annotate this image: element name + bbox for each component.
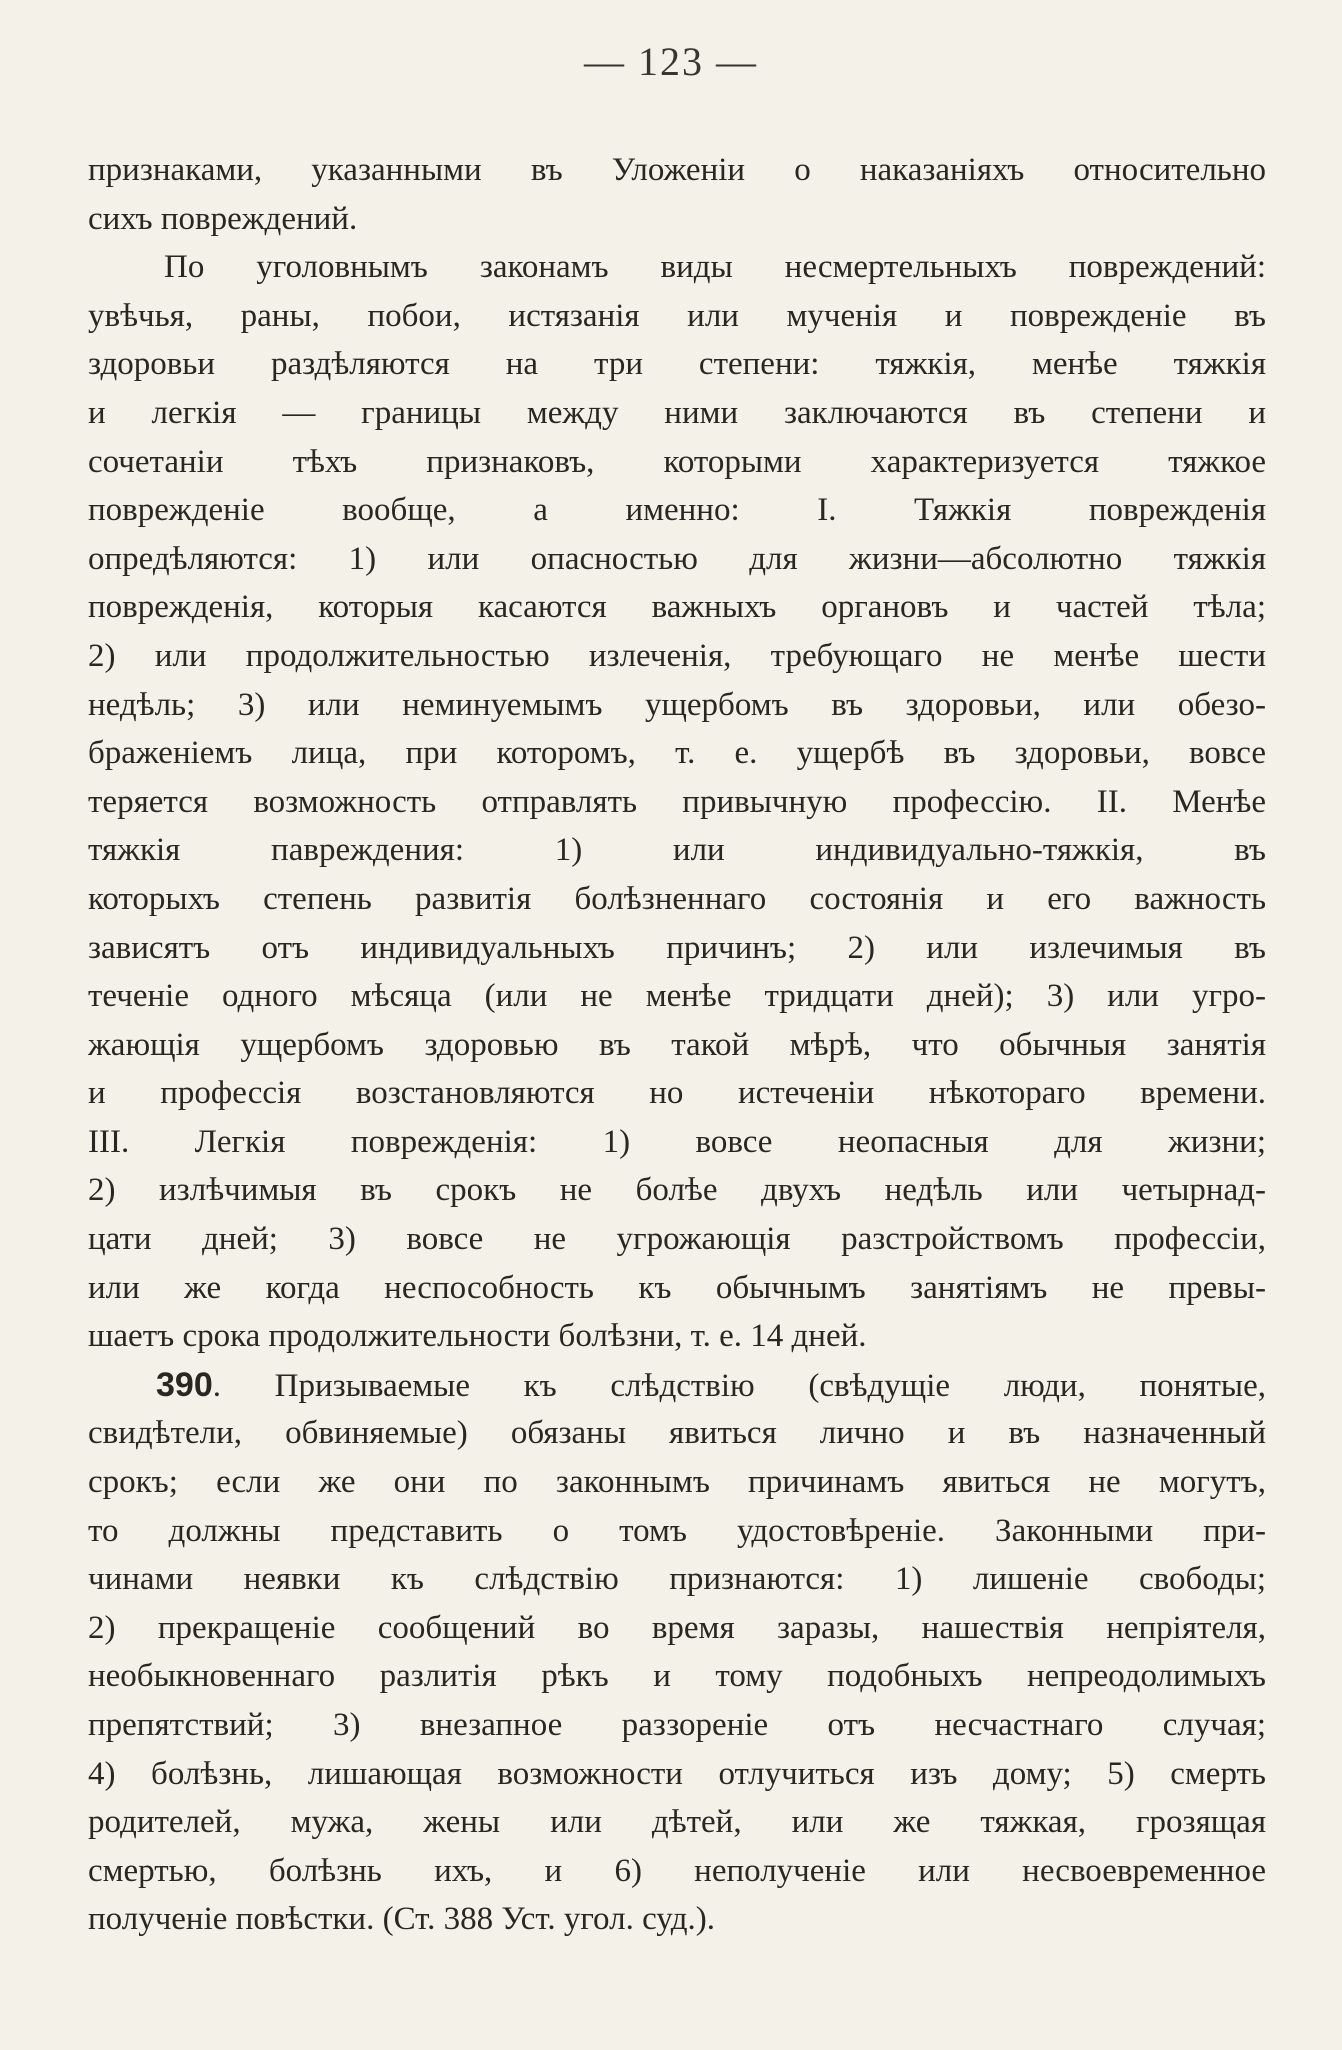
section-number: 390: [156, 1365, 213, 1404]
text-line: зависятъ отъ индивидуальныхъ причинъ; 2) или излечимыя въ: [88, 929, 1266, 966]
text-line: и профессiя возстановляются но истеченiи нѣкотораго времени.: [88, 1075, 1266, 1112]
text-line: теряется возможность отправлять привычную профессiю. II. Менѣе: [88, 783, 1266, 820]
text-line: сихъ повреждений.: [88, 200, 358, 237]
text-line: родителей, мужа, жены или дѣтей, или же тяжкая, грозящая: [88, 1804, 1266, 1841]
text-line: то должны представить о томъ удостовѣренiе. Законными при-: [88, 1512, 1266, 1549]
page-body-text: [88, 146, 1266, 1944]
text-line: опредѣляются: 1) или опасностью для жизни—абсолютно тяжкiя: [88, 540, 1266, 577]
text-line: браженiемъ лица, при которомъ, т. е. ущербѣ въ здоровьи, вовсе: [88, 735, 1266, 772]
text-line: здоровьи раздѣляются на три степени: тяжкiя, менѣе тяжкiя: [88, 346, 1266, 383]
text-line: тяжкiя павреждения: 1) или индивидуально-тяжкiя, въ: [88, 832, 1266, 869]
text-line: III. Легкiя поврежденiя: 1) вовсе неопасныя для жизни;: [88, 1123, 1266, 1160]
text-line: и легкiя — границы между ними заключаются въ степени и: [88, 394, 1266, 431]
text-line: признаками, указанными въ Уложенiи о наказанiяхъ относительно: [88, 152, 1266, 188]
text-line: препятствий; 3) внезапное раззоренiе отъ несчастнаго случая;: [88, 1707, 1266, 1743]
text-line: которыхъ степень развитiя болѣзненнаго состоянiя и его важность: [88, 880, 1266, 917]
text-line: поврежденiя, которыя касаются важныхъ органовъ и частей тѣла;: [88, 589, 1266, 626]
text-line: 2) или продолжительностью излеченiя, требующаго не менѣе шести: [88, 637, 1266, 674]
text-line: смертью, болѣзнь ихъ, и 6) неполученiе или несвоевременное: [88, 1852, 1266, 1889]
text-line: сочетанiи тѣхъ признаковъ, которыми характеризуется тяжкое: [88, 443, 1266, 480]
text-line: необыкновеннаго разлитiя рѣкъ и тому подобныхъ непреодолимыхъ: [88, 1658, 1266, 1695]
section-first-line: . Призываемые къ слѣдствiю (свѣдущiе люди, понятые,: [212, 1367, 1266, 1404]
text-line: По уголовнымъ законамъ виды несмертельныхъ повреждений:: [164, 249, 1266, 286]
text-line: 2) излѣчимыя въ срокъ не болѣе двухъ недѣль или четырнад-: [88, 1172, 1266, 1209]
text-line: теченiе одного мѣсяца (или не менѣе тридцати дней); 3) или угро-: [88, 978, 1266, 1015]
text-line: увѣчья, раны, побои, истязанiя или мученiя и поврежденiе въ: [88, 297, 1266, 334]
text-line: свидѣтели, обвиняемые) обязаны явиться лично и въ назначенный: [88, 1415, 1266, 1452]
text-line: чинами неявки къ слѣдствiю признаются: 1) лишенiе свободы;: [88, 1561, 1266, 1598]
text-line: цати дней; 3) вовсе не угрожающiя разстройствомъ профессiи,: [88, 1221, 1266, 1258]
text-line: 2) прекращенiе сообщений во время заразы, нашествiя непрiятеля,: [88, 1609, 1266, 1646]
text-line: шаетъ срока продолжительности болѣзни, т. е. 14 дней.: [88, 1318, 867, 1355]
text-line: 4) болѣзнь, лишающая возможности отлучиться изъ дому; 5) смерть: [88, 1755, 1266, 1792]
text-line: срокъ; если же они по законнымъ причинамъ явиться не могутъ,: [88, 1464, 1266, 1501]
section-390-heading-line: [88, 1361, 1266, 1410]
text-line: жающiя ущербомъ здоровью въ такой мѣрѣ, что обычныя занятiя: [88, 1026, 1266, 1063]
text-line: поврежденiе вообще, а именно: I. Тяжкiя поврежденiя: [88, 492, 1266, 529]
page-number: — 123 —: [584, 39, 758, 84]
text-line: или же когда неспособность къ обычнымъ занятiямъ не превы-: [88, 1269, 1266, 1306]
text-line: недѣль; 3) или неминуемымъ ущербомъ въ здоровьи, или обезо-: [88, 686, 1266, 723]
text-line: полученiе повѣстки. (Ст. 388 Уст. угол. суд.).: [88, 1901, 715, 1938]
